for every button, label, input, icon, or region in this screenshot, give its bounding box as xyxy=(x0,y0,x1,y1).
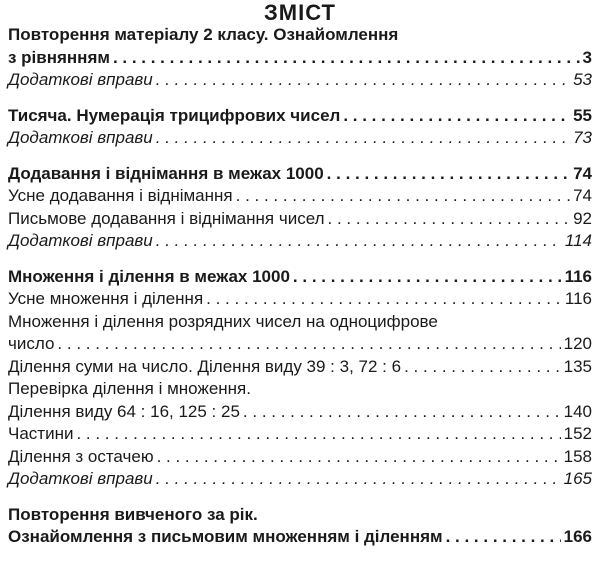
dot-leader xyxy=(156,127,570,150)
page-number: 158 xyxy=(563,446,592,466)
entry-title: Додаткові вправи xyxy=(8,231,153,250)
dot-leader xyxy=(243,401,561,424)
table-of-contents-page xyxy=(8,0,592,588)
section-heading-entry[interactable] xyxy=(8,163,592,186)
entry-title: з рівнянням xyxy=(8,47,110,67)
toc-entry[interactable] xyxy=(8,468,592,491)
page-number: 74 xyxy=(573,163,592,183)
section-heading-entry[interactable] xyxy=(8,526,592,549)
page-title: ЗМІСТ xyxy=(264,0,336,25)
page-number: 74 xyxy=(573,186,592,205)
page-number: 114 xyxy=(564,231,592,250)
entry-title: Ділення виду 64 : 16, 125 : 25 xyxy=(8,401,240,421)
entry-title: Додаткові вправи xyxy=(8,469,153,488)
toc-section xyxy=(8,163,592,253)
toc-section xyxy=(8,266,592,491)
entry-title: Ознайомлення з письмовим множенням і діленням xyxy=(8,527,443,546)
page-number: 152 xyxy=(563,424,592,443)
entry-title: Ділення з остачею xyxy=(8,446,154,466)
toc-section xyxy=(8,504,592,549)
section-heading-entry[interactable] xyxy=(8,105,592,128)
dot-leader xyxy=(156,69,570,92)
entry-first-line: Перевірка ділення і множення. xyxy=(8,379,251,398)
entry-title: Ділення суми на число. Ділення виду 39 : 3, 72 : 6 xyxy=(8,356,402,376)
page-number: 3 xyxy=(582,47,592,67)
page-number: 140 xyxy=(563,401,592,421)
page-number: 92 xyxy=(573,208,592,228)
toc-entry[interactable] xyxy=(8,288,592,311)
dot-leader xyxy=(343,105,570,128)
toc-entry[interactable] xyxy=(8,446,592,469)
toc-entry[interactable] xyxy=(8,208,592,231)
section-heading-line: Повторення матеріалу 2 класу. Ознайомлення xyxy=(8,25,399,44)
section-heading-entry[interactable] xyxy=(8,266,592,289)
toc-entry[interactable] xyxy=(8,230,592,253)
dot-leader xyxy=(57,333,560,356)
page-number: 53 xyxy=(573,70,592,89)
toc-entry[interactable] xyxy=(8,127,592,150)
toc-entry[interactable] xyxy=(8,423,592,446)
entry-title: Додаткові вправи xyxy=(8,70,153,89)
toc-entry[interactable] xyxy=(8,185,592,208)
section-heading-line: Повторення вивченого за рік. xyxy=(8,504,258,524)
dot-leader xyxy=(327,163,570,186)
page-number: 165 xyxy=(563,469,592,488)
dot-leader xyxy=(293,266,562,289)
toc-entry[interactable] xyxy=(8,356,592,379)
toc-entry[interactable] xyxy=(8,401,592,424)
entry-title: Тисяча. Нумерація трицифрових чисел xyxy=(8,105,341,125)
dot-leader xyxy=(156,230,562,253)
entry-title: число xyxy=(8,334,55,353)
dot-leader xyxy=(236,185,570,208)
dot-leader xyxy=(76,423,560,446)
toc-section xyxy=(8,105,592,150)
toc-section xyxy=(8,24,592,92)
dot-leader xyxy=(156,468,561,491)
page-number: 55 xyxy=(573,105,592,125)
entry-title: Усне додавання і віднімання xyxy=(8,186,233,205)
entry-title: Письмове додавання і віднімання чисел xyxy=(8,208,325,228)
entry-title: Додавання і віднімання в межах 1000 xyxy=(8,163,324,183)
dot-leader xyxy=(206,288,562,311)
page-number: 73 xyxy=(573,128,592,147)
dot-leader xyxy=(404,356,561,379)
entry-title: Частини xyxy=(8,424,74,443)
dot-leader xyxy=(446,526,561,549)
page-number: 135 xyxy=(563,356,592,376)
dot-leader xyxy=(328,208,571,231)
toc-entry[interactable] xyxy=(8,333,592,356)
toc-entry[interactable] xyxy=(8,69,592,92)
dot-leader xyxy=(113,47,580,70)
page-number: 166 xyxy=(563,527,592,546)
entry-title: Додаткові вправи xyxy=(8,128,153,147)
section-heading-entry[interactable] xyxy=(8,47,592,70)
entry-first-line: Множення і ділення розрядних чисел на одноцифрове xyxy=(8,311,438,331)
page-number: 116 xyxy=(564,266,592,286)
dot-leader xyxy=(157,446,561,469)
page-number: 116 xyxy=(564,289,592,308)
entry-title: Усне множення і ділення xyxy=(8,289,204,308)
entry-title: Множення і ділення в межах 1000 xyxy=(8,266,290,286)
page-number: 120 xyxy=(563,334,592,353)
